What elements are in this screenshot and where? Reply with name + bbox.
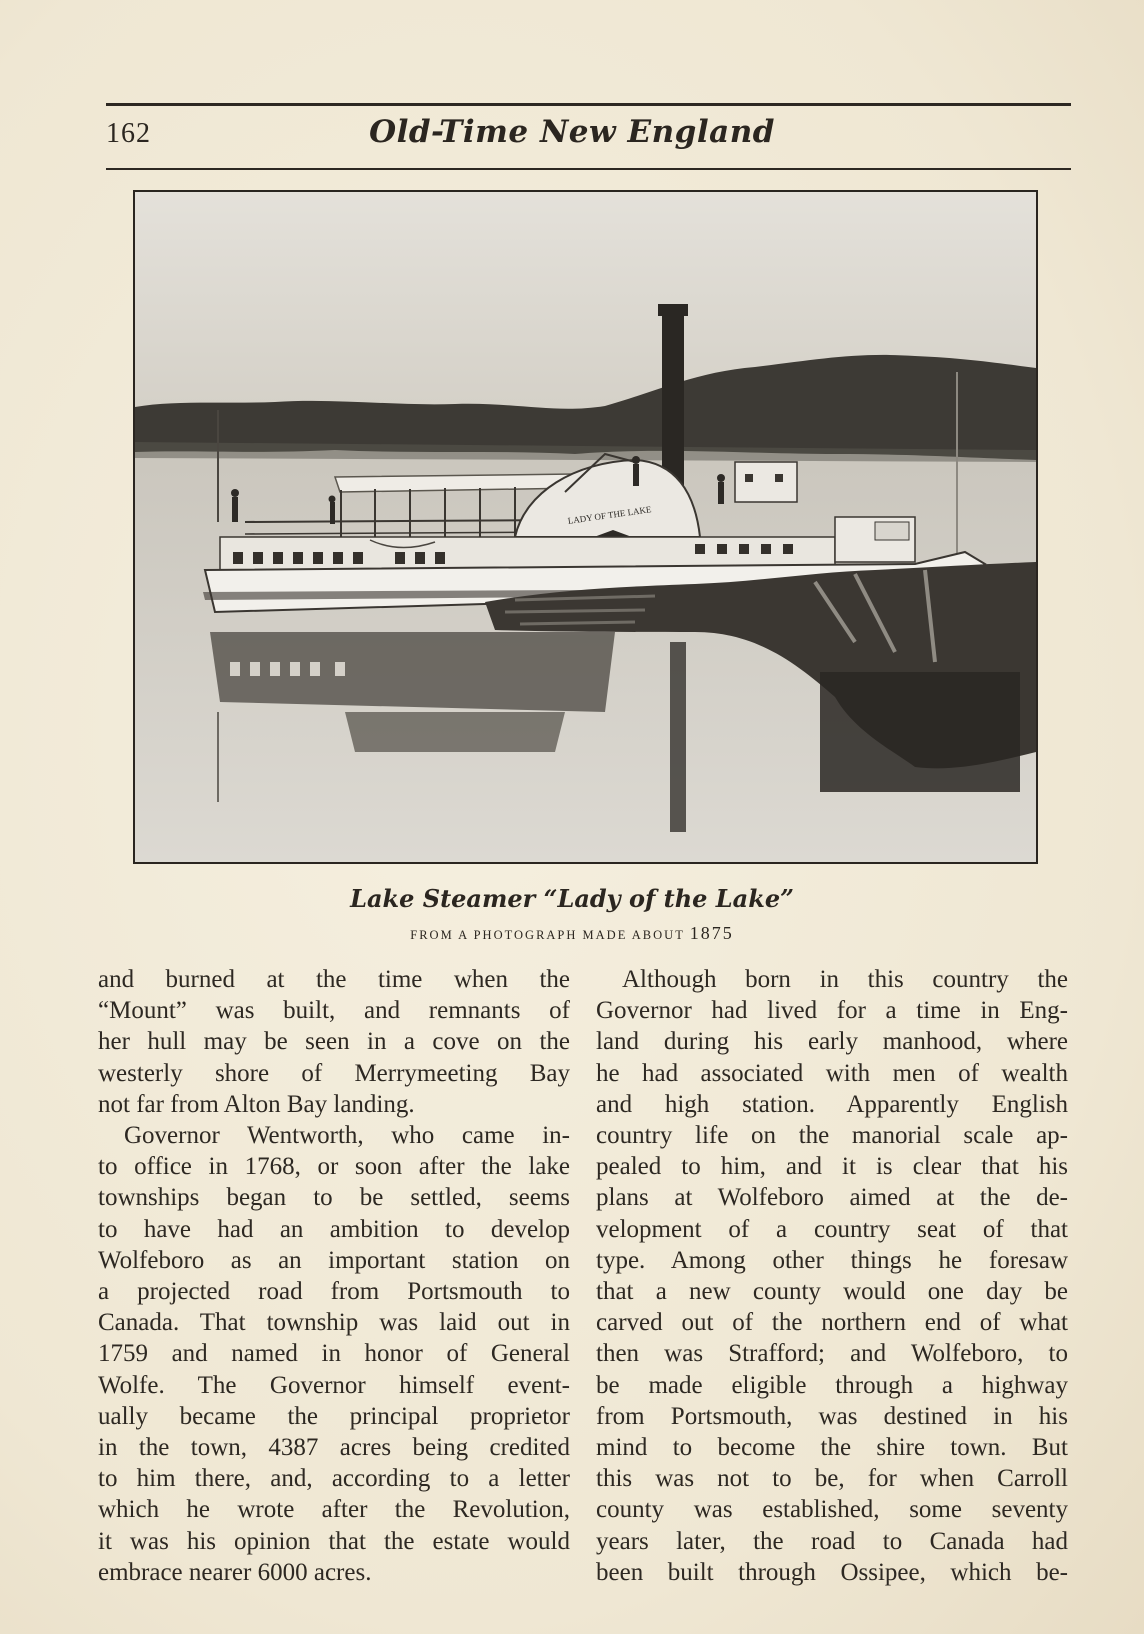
text-line: which he wrote after the Revolution, [98,1496,570,1524]
text-line: be made eligible through a highway [596,1371,1068,1399]
text-line: this was not to be, for when Carroll [596,1465,1068,1493]
caption-credit-year: 1875 [689,923,734,943]
text-line: then was Strafford; and Wolfeboro, to [596,1340,1068,1368]
text-line: velopment of a country seat of that [596,1215,1068,1243]
caption-credit-text: FROM A PHOTOGRAPH MADE ABOUT [410,928,685,942]
text-line: country life on the manorial scale ap- [596,1122,1068,1150]
text-line: county was established, some seventy [596,1496,1068,1524]
header-rule-bottom [106,168,1071,170]
text-line: to office in 1768, or soon after the lake [98,1153,570,1181]
text-line: westerly shore of Merrymeeting Bay [98,1059,570,1087]
text-line: Canada. That township was laid out in [98,1309,570,1337]
text-line: in the town, 4387 acres being credited [98,1434,570,1462]
steamer-photograph [133,190,1038,864]
text-line: to have had an ambition to develop [98,1215,570,1243]
text-line: Wolfe. The Governor himself event- [98,1371,570,1399]
text-line: to him there, and, according to a letter [98,1465,570,1493]
text-line: Although born in this country the [622,966,1068,993]
figure-caption-credit [0,923,1144,944]
text-line: mind to become the shire town. But [596,1434,1068,1462]
text-line: land during his early manhood, where [596,1028,1068,1056]
text-line: embrace nearer 6000 acres. [98,1558,372,1586]
text-line: from Portsmouth, was destined in his [596,1402,1068,1430]
text-line: been built through Ossipee, which be- [596,1558,1068,1586]
figure-caption-title: Lake Steamer “Lady of the Lake” [350,884,794,913]
text-line: Governor Wentworth, who came in- [124,1122,570,1150]
running-head: Old-Time New England [369,114,775,150]
text-line: her hull may be seen in a cove on the [98,1028,570,1056]
text-line: it was his opinion that the estate would [98,1527,570,1555]
text-line: townships began to be settled, seems [98,1184,570,1212]
paddlebox-lettering: LADY OF THE LAKE [567,504,652,526]
text-column-right [596,964,1068,1588]
text-line: he had associated with men of wealth [596,1059,1068,1087]
text-line: and burned at the time when the [98,966,570,993]
text-line: years later, the road to Canada had [596,1527,1068,1555]
header-rule-top [106,103,1071,106]
text-line: a projected road from Portsmouth to [98,1278,570,1306]
text-line: Wolfeboro as an important station on [98,1246,570,1274]
text-line: plans at Wolfeboro aimed at the de- [596,1184,1068,1212]
text-line: 1759 and named in honor of General [98,1340,570,1368]
text-line: carved out of the northern end of what [596,1309,1068,1337]
text-line: and high station. Apparently English [596,1090,1068,1118]
page-number: 162 [106,118,151,149]
text-line: Governor had lived for a time in Eng- [596,997,1068,1025]
text-column-left [98,964,570,1588]
text-line: type. Among other things he foresaw [596,1246,1068,1274]
text-line: that a new county would one day be [596,1278,1068,1306]
text-line: ually became the principal proprietor [98,1402,570,1430]
text-line: pealed to him, and it is clear that his [596,1153,1068,1181]
smokestack [662,312,684,492]
text-line: “Mount” was built, and remnants of [98,997,570,1025]
text-line: not far from Alton Bay landing. [98,1090,415,1118]
